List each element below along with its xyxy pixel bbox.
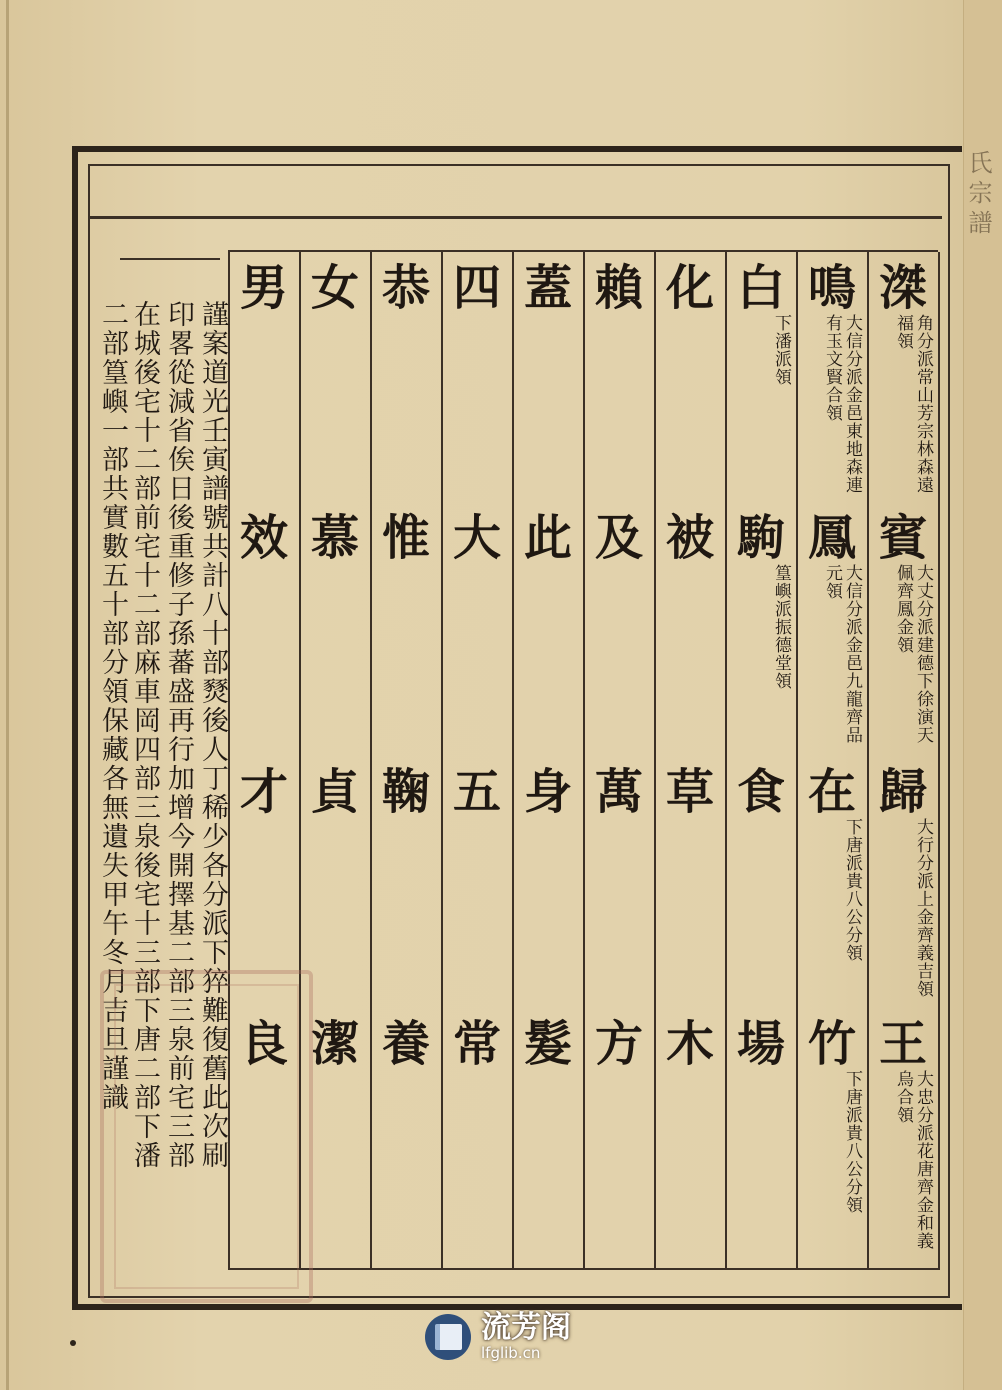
grid-cell	[514, 506, 582, 760]
grid-character: 效	[239, 510, 288, 566]
grid-character: 良	[239, 1016, 288, 1072]
postscript-line: 在城後宅十二部前宅十二部麻車岡四部三泉後宅十三部下唐二部下潘	[129, 300, 160, 1170]
book-icon	[425, 1314, 471, 1360]
grid-note: 大丈分派建德下徐演天佩齊鳳金領	[893, 564, 933, 744]
grid-character: 大	[452, 510, 501, 566]
grid-character: 四	[452, 260, 501, 316]
grid-cell	[798, 506, 866, 760]
grid-character: 此	[523, 510, 572, 566]
grid-character: 場	[736, 1016, 785, 1072]
grid-cell	[585, 506, 653, 760]
grid-cell	[372, 1012, 440, 1266]
grid-cell	[727, 506, 795, 760]
grid-character: 慕	[310, 510, 359, 566]
grid-character: 女	[310, 260, 359, 316]
grid-cell	[372, 760, 440, 1014]
grid-character: 貞	[310, 764, 359, 820]
grid-cell	[727, 1012, 795, 1266]
grid-note: 大信分派金邑九龍齊品元領	[822, 564, 862, 744]
grid-cell	[869, 256, 937, 510]
grid-cell	[372, 506, 440, 760]
grid-cell	[869, 760, 937, 1014]
grid-character: 方	[594, 1016, 643, 1072]
grid-character: 常	[452, 1016, 501, 1072]
grid-cell	[869, 1012, 937, 1266]
grid-cell	[727, 760, 795, 1014]
grid-cell	[585, 256, 653, 510]
page-fold-line	[6, 0, 9, 1390]
grid-cell	[372, 256, 440, 510]
grid-character: 木	[665, 1016, 714, 1072]
grid-cell	[869, 506, 937, 760]
grid-character: 鳴	[807, 260, 856, 316]
grid-character: 食	[736, 764, 785, 820]
grid-cell	[656, 760, 724, 1014]
grid-cell	[230, 256, 298, 510]
grid-character: 才	[239, 764, 288, 820]
grid-character: 賴	[594, 260, 643, 316]
grid-note: 大行分派上金齊義吉領	[913, 818, 933, 998]
grid-cell	[443, 760, 511, 1014]
grid-cell	[585, 1012, 653, 1266]
grid-cell	[798, 256, 866, 510]
postscript-line: 印畧從減省俟日後重修子孫蕃盛再行加增今開擇基二部三泉前宅三部	[163, 300, 194, 1170]
grid-note: 大信分派金邑東地森連有玉文賢合領	[822, 314, 862, 494]
grid-cell	[585, 760, 653, 1014]
grid-character: 王	[878, 1016, 927, 1072]
grid-cell	[656, 256, 724, 510]
grid-character: 潔	[310, 1016, 359, 1072]
grid-note: 下唐派貴八公分領	[842, 1070, 862, 1214]
grid-note: 篁嶼派振德堂領	[771, 564, 791, 690]
grid-cell	[443, 1012, 511, 1266]
grid-cell	[514, 256, 582, 510]
grid-note: 下唐派貴八公分領	[842, 818, 862, 962]
grid-character: 蓋	[523, 260, 572, 316]
grid-character: 駒	[736, 510, 785, 566]
book-shape	[435, 1324, 462, 1350]
grid-note: 角分派常山芳宗林森遠福領	[893, 314, 933, 494]
grid-character: 五	[452, 764, 501, 820]
ink-speck	[70, 1340, 76, 1346]
grid-character: 惟	[381, 510, 430, 566]
seal-inner-border	[114, 984, 299, 1289]
grid-character: 草	[665, 764, 714, 820]
faded-seal-stamp	[100, 970, 313, 1303]
page-right-edge	[963, 0, 1002, 1390]
postscript-line: 二部篁嶼一部共實數五十部分領保藏各無遺失甲午冬月吉旦謹識	[97, 300, 128, 1112]
grid-character: 白	[736, 260, 785, 316]
grid-character: 鳳	[807, 510, 856, 566]
grid-cell	[798, 760, 866, 1014]
grid-character: 歸	[878, 764, 927, 820]
grid-character: 身	[523, 764, 572, 820]
grid-cell	[656, 1012, 724, 1266]
watermark-text	[481, 1312, 571, 1362]
grid-cell	[656, 506, 724, 760]
grid-character: 賓	[878, 510, 927, 566]
header-rule	[88, 216, 942, 219]
watermark-logo	[425, 1312, 571, 1362]
grid-character: 竹	[807, 1016, 856, 1072]
grid-cell	[301, 506, 369, 760]
grid-note: 大忠分派花唐齊金和義烏合領	[893, 1070, 933, 1250]
grid-cell	[301, 256, 369, 510]
watermark-name: 流芳阁	[481, 1310, 571, 1345]
grid-character: 化	[665, 260, 714, 316]
grid-character: 及	[594, 510, 643, 566]
grid-character: 養	[381, 1016, 430, 1072]
edge-title-text: 氏宗譜	[964, 150, 992, 240]
grid-character: 被	[665, 510, 714, 566]
grid-character: 滐	[878, 260, 927, 316]
grid-cell	[798, 1012, 866, 1266]
postscript-line: 謹案道光壬寅譜號共計八十部燹後人丁稀少各分派下猝難復舊此次刷	[197, 300, 228, 1170]
watermark-url: lfglib.cn	[481, 1344, 541, 1362]
grid-character: 在	[807, 764, 856, 820]
grid-character: 男	[239, 260, 288, 316]
grid-cell	[514, 1012, 582, 1266]
grid-cell	[443, 256, 511, 510]
notes-top-rule	[120, 258, 220, 260]
grid-character: 髮	[523, 1016, 572, 1072]
grid-note: 下潘派領	[771, 314, 791, 386]
grid-character: 鞠	[381, 764, 430, 820]
grid-cell	[514, 760, 582, 1014]
grid-character: 恭	[381, 260, 430, 316]
grid-cell	[727, 256, 795, 510]
grid-character: 萬	[594, 764, 643, 820]
grid-column-line	[938, 252, 940, 1270]
grid-cell	[230, 506, 298, 760]
grid-cell	[443, 506, 511, 760]
